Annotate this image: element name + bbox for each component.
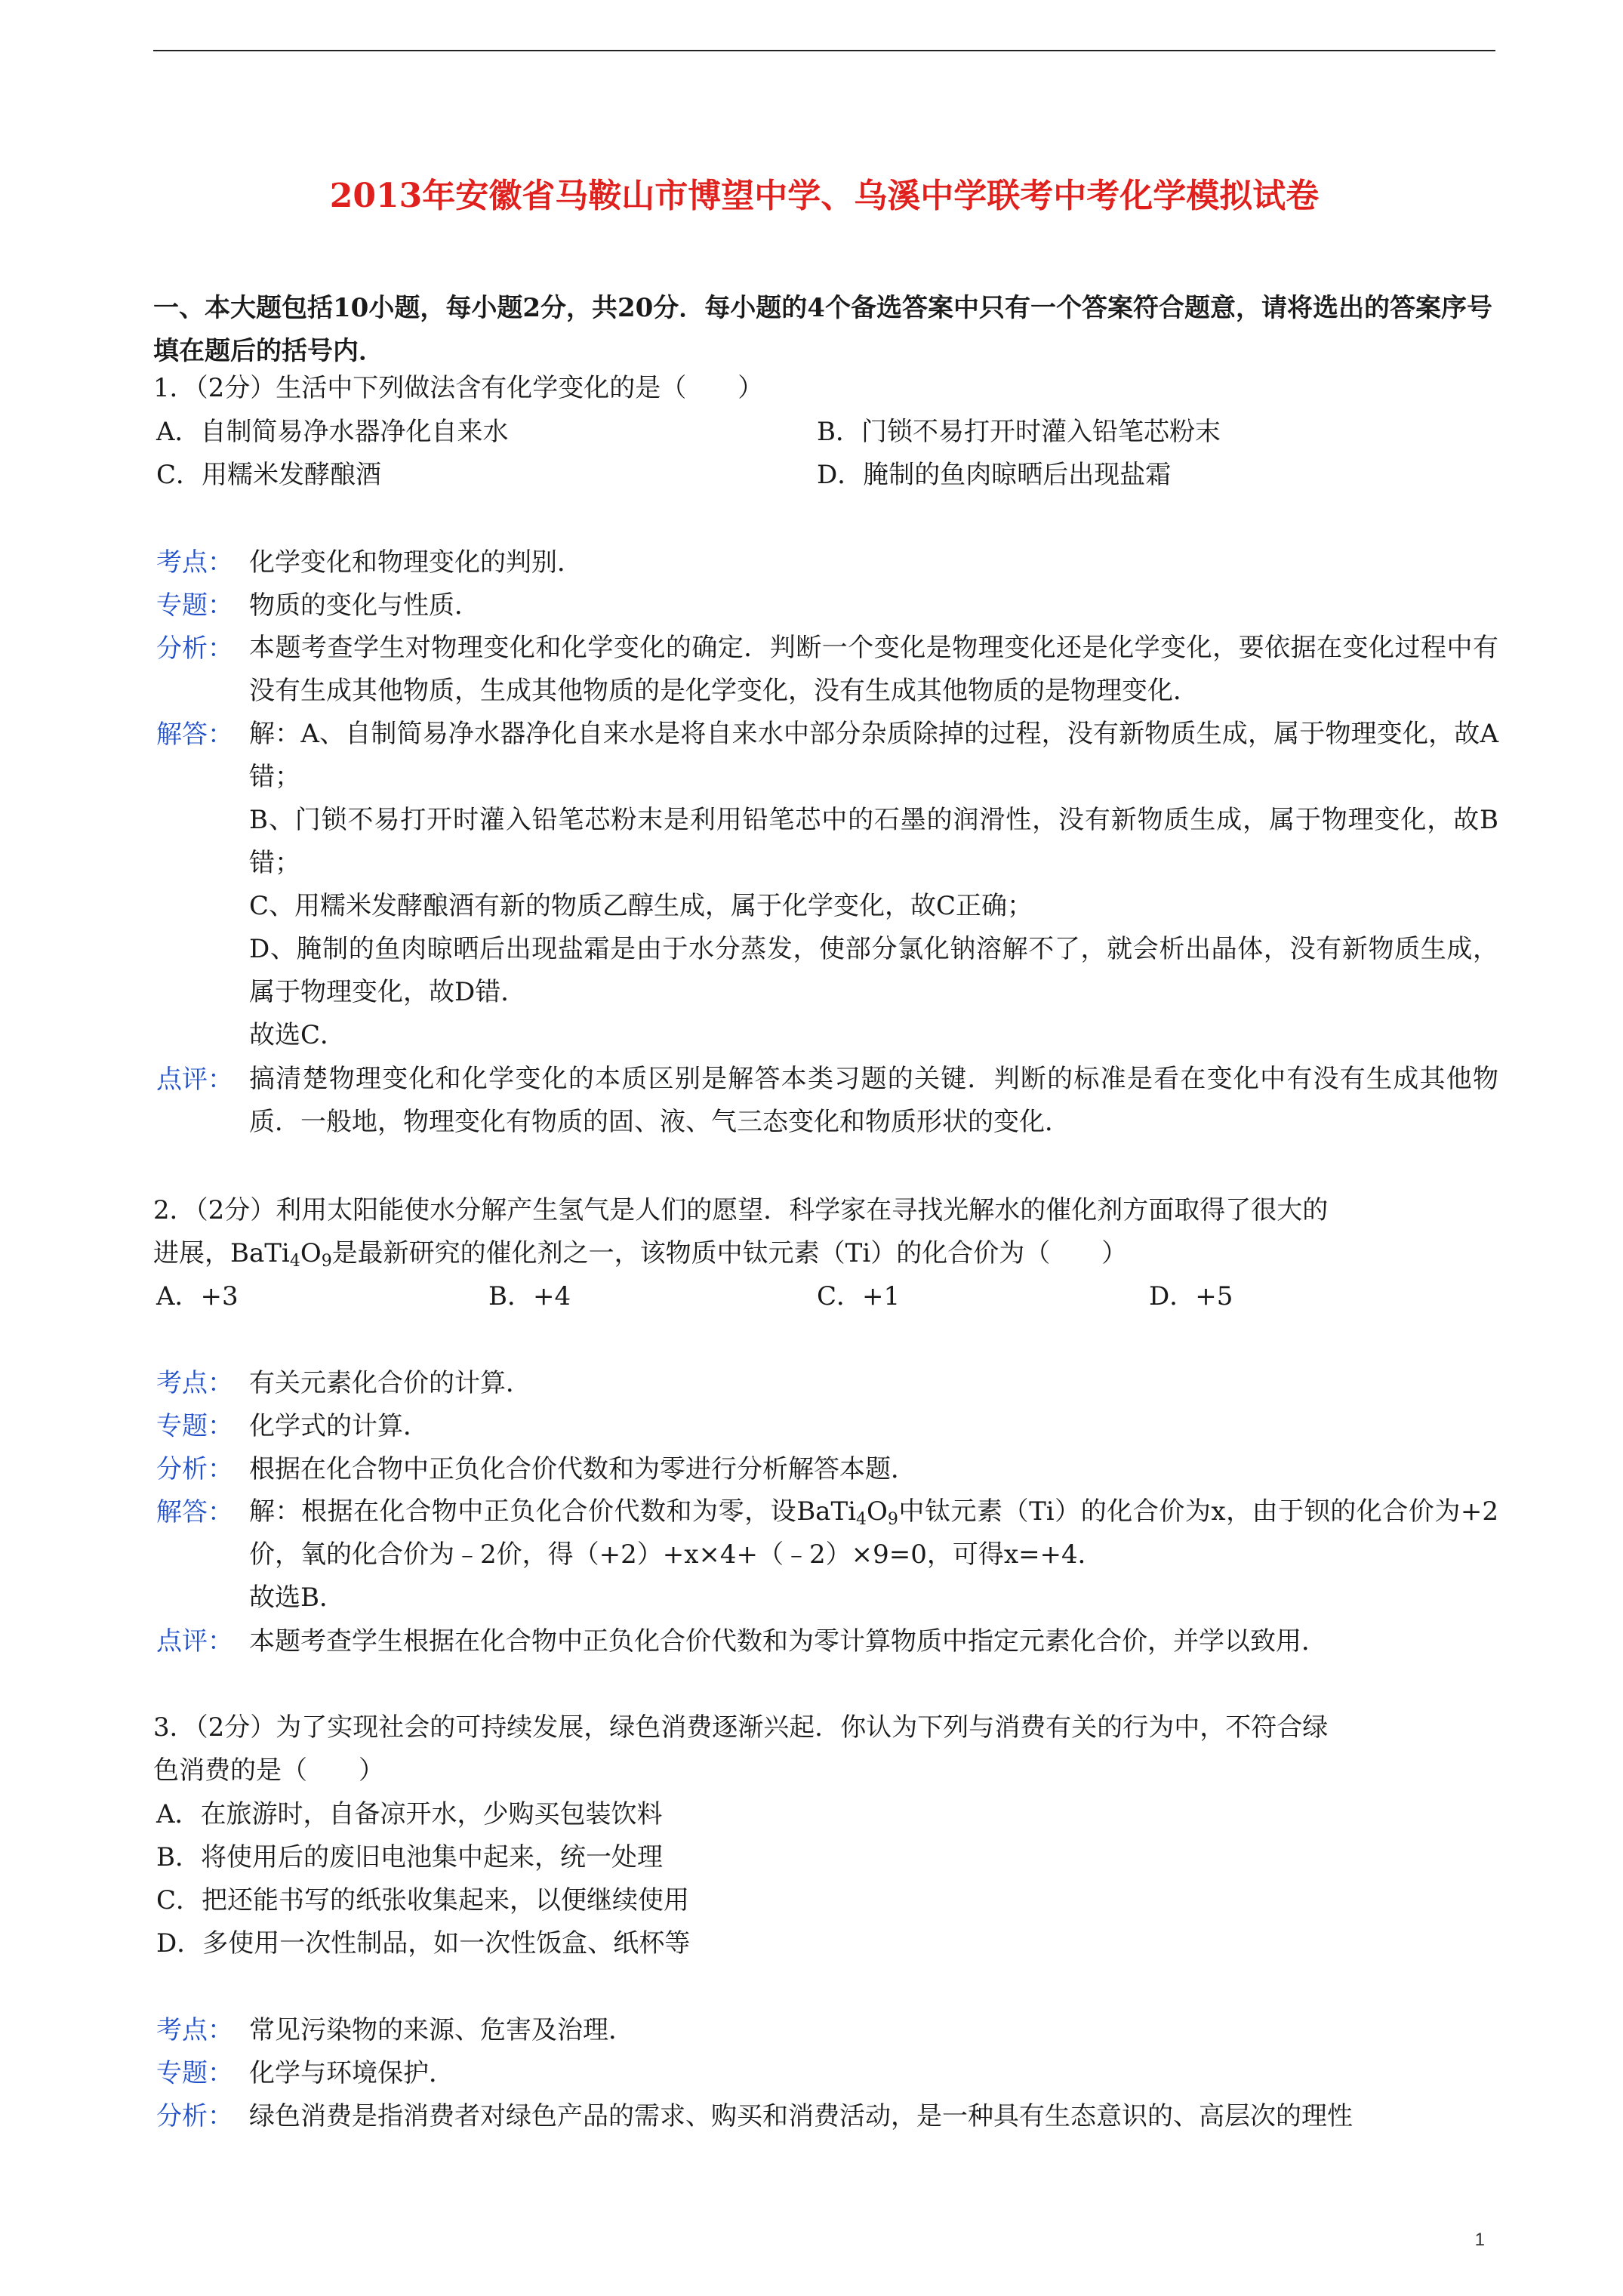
q2-option-d: D．+5 <box>1149 1281 1233 1311</box>
q3-stem-line2: 色消费的是（ ） <box>153 1755 384 1786</box>
q2-dianping: 本题考查学生根据在化合物中正负化合价代数和为零计算物质中指定元素化合价，并学以致用． <box>249 1626 1327 1657</box>
q2-jieda-body: 解：根据在化合物中正负化合价代数和为零，设$BaTi_4O_9$中钛元素（Ti）的化合价为x，由于钡的化合价为+2价，氧的化合价为﹣2价，得（+2）+x×4+（﹣2）×9=0，可得x=+4． <box>249 1496 1498 1570</box>
q2-option-b: B．+4 <box>488 1281 571 1311</box>
q1-option-a: A．自制简易净水器净化自来水 <box>156 417 509 447</box>
q1-stem: 1．（2分）生活中下列做法含有化学变化的是（ ） <box>153 373 764 403</box>
q1-dianping-label: 点评： <box>156 1065 233 1095</box>
q1-jieda-b: B、门锁不易打开时灌入铅笔芯粉末是利用铅笔芯中的石墨的润滑性，没有新物质生成，属于物理变化，故B错； <box>249 805 1498 878</box>
q2-kaodian-label: 考点： <box>156 1368 233 1398</box>
q1-dianping: 搞清楚物理变化和化学变化的本质区别是解答本类习题的关键．判断的标准是看在变化中有没有生成其他物质．一般地，物理变化有物质的固、液、气三态变化和物质形状的变化． <box>249 1064 1498 1137</box>
q2-option-a: A．+3 <box>156 1281 239 1311</box>
q1-kaodian: 化学变化和物理变化的判别． <box>249 547 583 578</box>
header-rule <box>153 50 1495 51</box>
q2-stem-line1: 2．（2分）利用太阳能使水分解产生氢气是人们的愿望．科学家在寻找光解水的催化剂方面取得了很大的 <box>153 1195 1329 1225</box>
q2-zhuanti-label: 专题： <box>156 1411 233 1441</box>
q1-option-b: B．门锁不易打开时灌入铅笔芯粉末 <box>817 417 1221 447</box>
q3-option-a: A．在旅游时，自备凉开水，少购买包装饮料 <box>156 1799 663 1829</box>
q2-stem-line2: 进展，$BaTi_4O_9$是最新研究的催化剂之一，该物质中钛元素（Ti）的化合价为（ ） <box>153 1238 1128 1271</box>
page-title: 2013年安徽省马鞍山市博望中学、乌溪中学联考中考化学模拟试卷 <box>329 177 1320 215</box>
q2-dianping-label: 点评： <box>156 1626 233 1657</box>
q1-zhuanti: 物质的变化与性质． <box>249 590 480 621</box>
q3-fenxi: 绿色消费是指消费者对绿色产品的需求、购买和消费活动，是一种具有生态意识的、高层次的理性 <box>249 2101 1353 2131</box>
q1-kaodian-label: 考点： <box>156 547 233 578</box>
q2-kaodian: 有关元素化合价的计算． <box>249 1368 531 1398</box>
q3-kaodian-label: 考点： <box>156 2015 233 2045</box>
q2-fenxi: 根据在化合物中正负化合价代数和为零进行分析解答本题． <box>249 1454 916 1484</box>
q1-jieda-a: 解：A、自制简易净水器净化自来水是将自来水中部分杂质除掉的过程，没有新物质生成，属于物理变化，故A错； <box>249 719 1498 792</box>
q1-jieda-d: D、腌制的鱼肉晾晒后出现盐霜是由于水分蒸发，使部分氯化钠溶解不了，就会析出晶体，没有新物质生成，属于物理变化，故D错． <box>249 934 1498 1007</box>
q1-jieda <box>249 713 1498 1057</box>
section-header: 一、本大题包括10小题，每小题2分，共20分．每小题的4个备选答案中只有一个答案符合题意，请将选出的答案序号填在题后的括号内． <box>153 293 1492 366</box>
page-number: 1 <box>1474 2230 1485 2250</box>
q2-zhuanti: 化学式的计算． <box>249 1411 429 1441</box>
q3-kaodian: 常见污染物的来源、危害及治理． <box>249 2015 634 2045</box>
q3-zhuanti: 化学与环境保护． <box>249 2058 454 2088</box>
q3-fenxi-label: 分析： <box>156 2101 233 2131</box>
q3-option-c: C．把还能书写的纸张收集起来，以便继续使用 <box>156 1885 690 1915</box>
q1-zhuanti-label: 专题： <box>156 590 233 621</box>
q2-jieda-label: 解答： <box>156 1497 233 1527</box>
q3-option-b: B．将使用后的废旧电池集中起来，统一处理 <box>156 1842 663 1872</box>
q3-stem-line1: 3．（2分）为了实现社会的可持续发展，绿色消费逐渐兴起．你认为下列与消费有关的行为中，不符合绿 <box>153 1712 1329 1743</box>
q3-zhuanti-label: 专题： <box>156 2058 233 2088</box>
q2-fenxi-label: 分析： <box>156 1454 233 1484</box>
q1-jieda-label: 解答： <box>156 720 233 750</box>
q1-option-d: D．腌制的鱼肉晾晒后出现盐霜 <box>817 460 1172 490</box>
q2-option-c: C．+1 <box>817 1281 901 1311</box>
q1-jieda-c: C、用糯米发酵酿酒有新的物质乙醇生成，属于化学变化，故C正确； <box>249 891 1033 921</box>
q3-option-d: D．多使用一次性制品，如一次性饭盒、纸杯等 <box>156 1928 691 1959</box>
q1-fenxi: 本题考查学生对物理变化和化学变化的确定．判断一个变化是物理变化还是化学变化，要依据在变化过程中有没有生成其他物质，生成其他物质的是化学变化，没有生成其他物质的是物理变化． <box>249 633 1498 706</box>
q1-fenxi-label: 分析： <box>156 633 233 664</box>
q1-jieda-end: 故选C． <box>249 1020 346 1050</box>
q2-jieda <box>249 1490 1498 1620</box>
q1-option-c: C．用糯米发酵酿酒 <box>156 460 382 490</box>
q2-jieda-end: 故选B． <box>249 1583 345 1613</box>
